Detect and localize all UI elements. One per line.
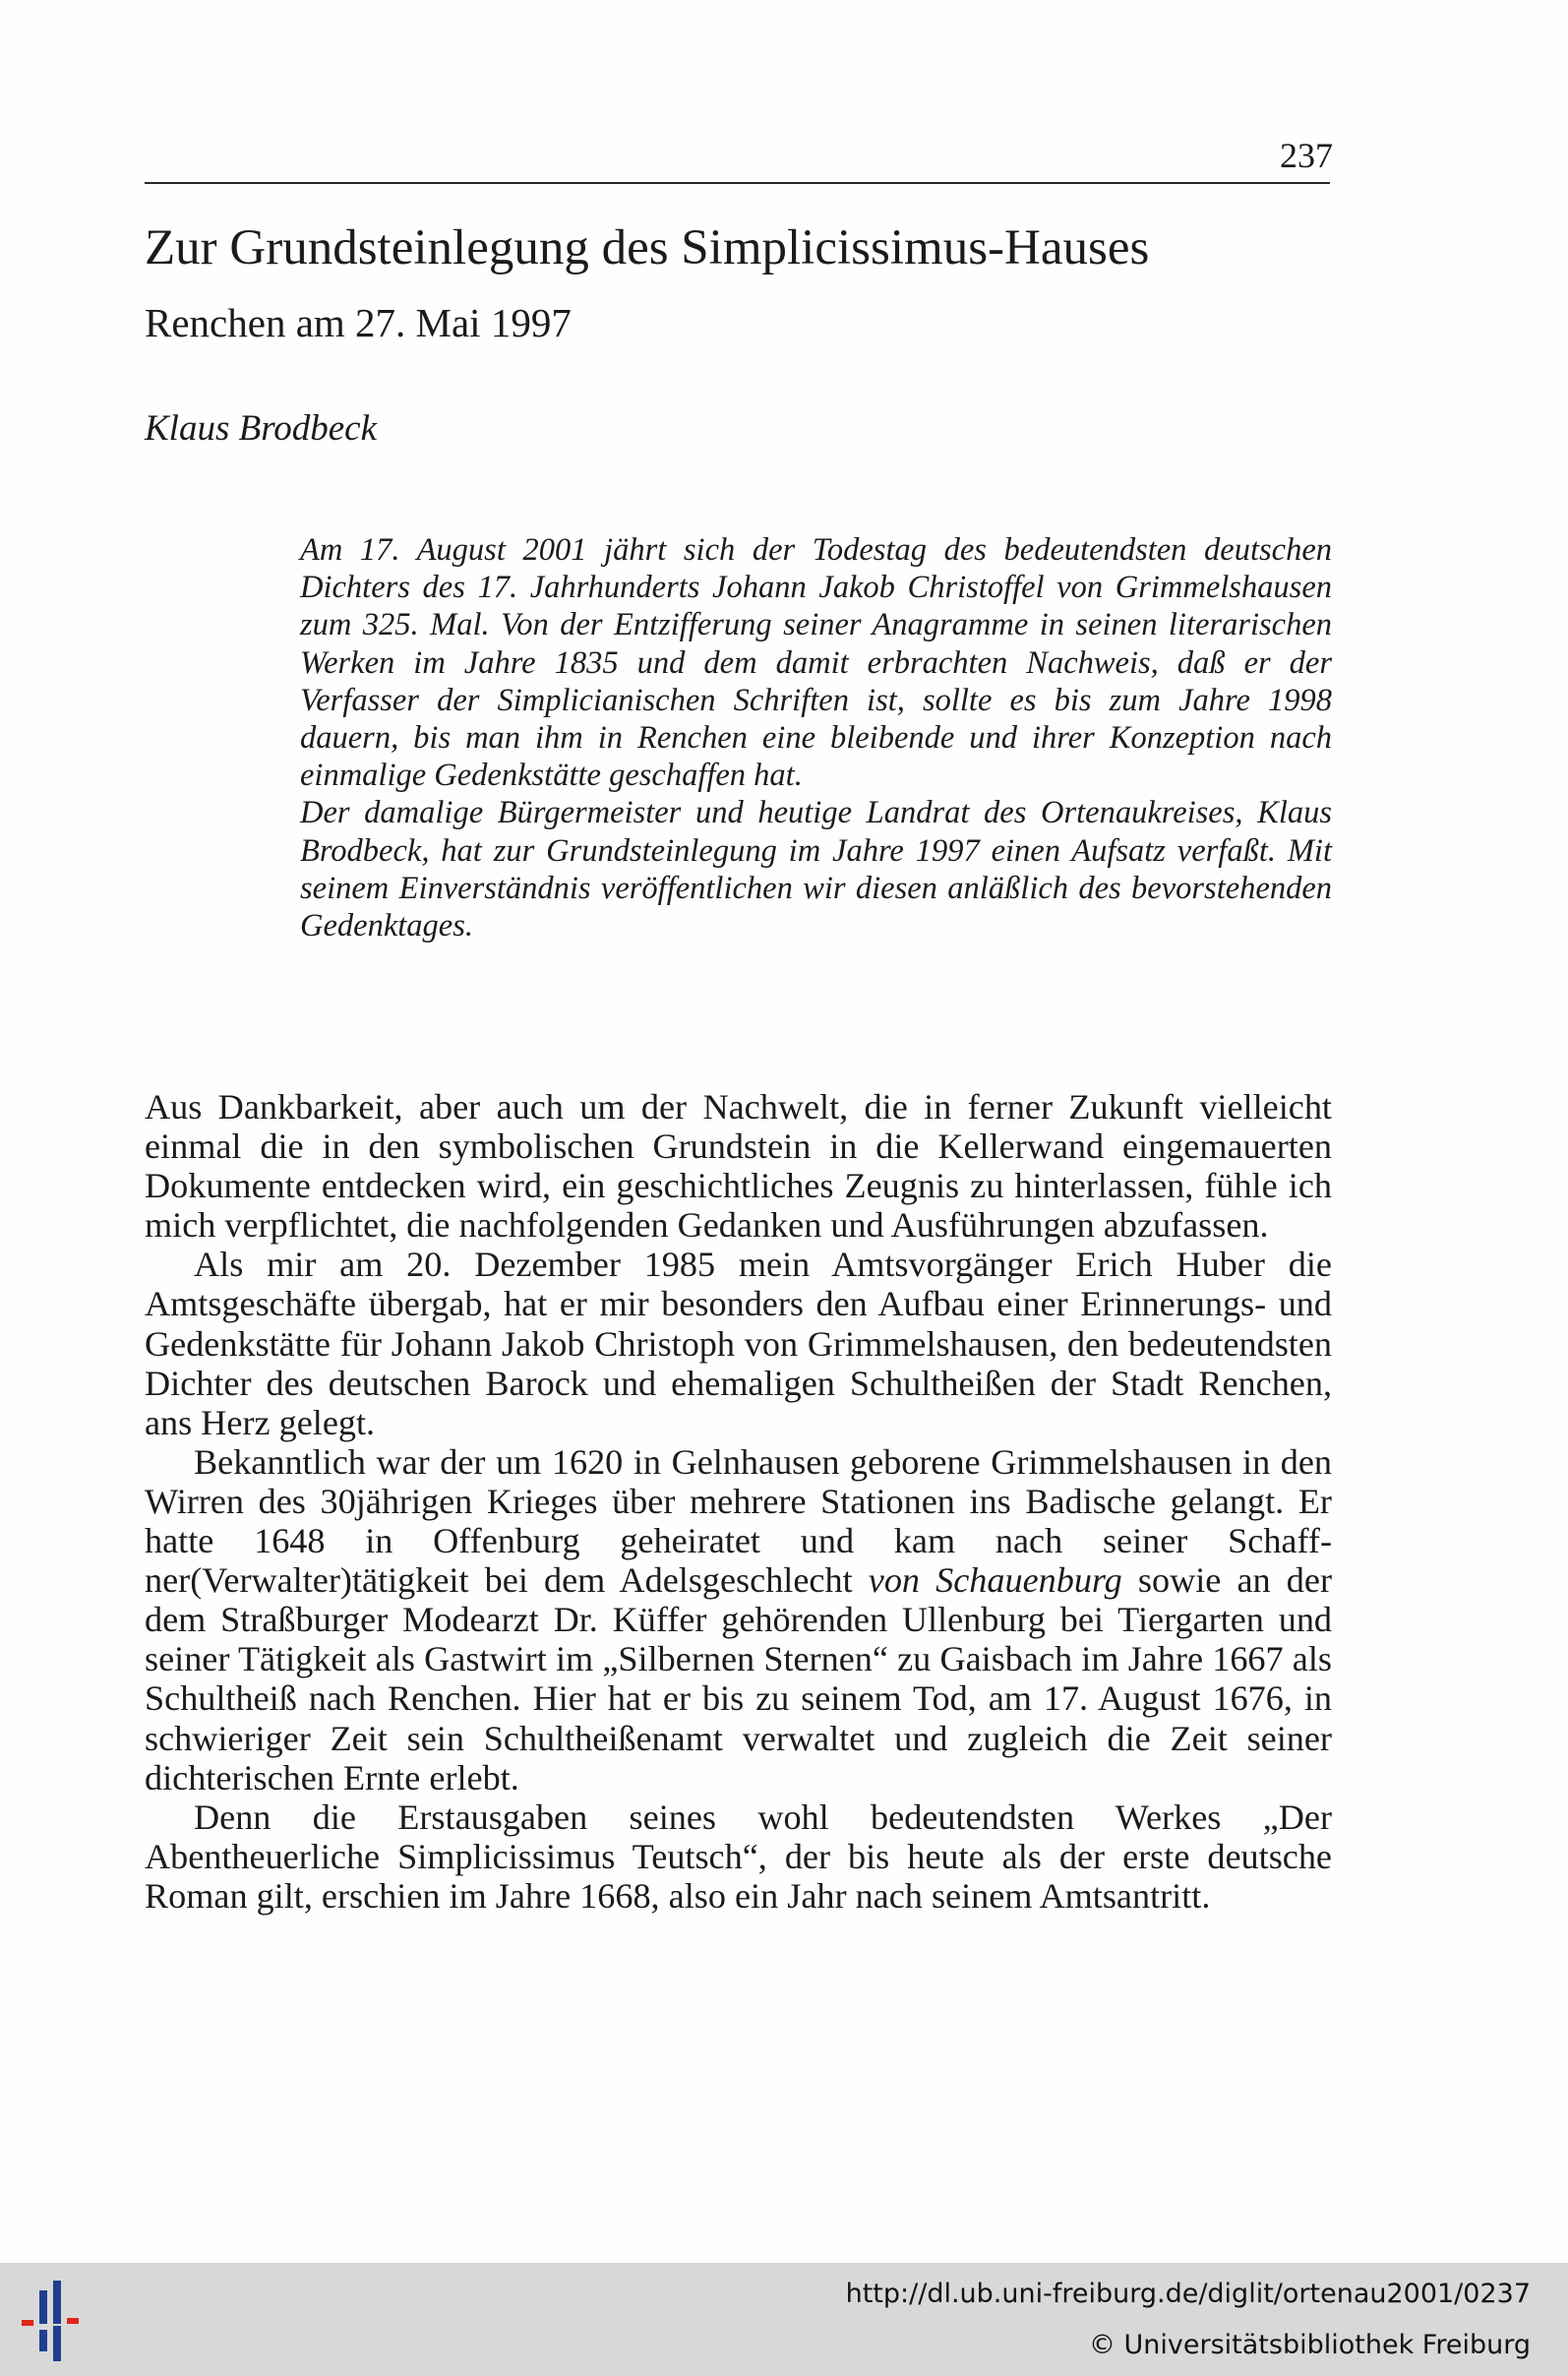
- page-number: 237: [1280, 136, 1333, 175]
- body-text-span: sowie an der dem Straßburger Modearzt Dr. Küffer gehörenden Ullenburg bei Tiergarten und seiner Tätigkeit als Gastwirt im „Silbernen Sternen“ zu Gaisbach im Jahre 1667 als Schultheiß nach Renchen. Hier hat er bis zu seinem Tod, am 17. August 1676, in schwieriger Zeit sein Schultheißenamt verwaltet und zugleich die Zeit seiner dichterischen Ernte erlebt.: [145, 1560, 1332, 1797]
- editorial-abstract: [300, 531, 1332, 944]
- body-paragraph: Als mir am 20. Dezember 1985 mein Amtsvorgänger Erich Huber die Amtsgeschäfte übergab, hat er mir besonders den Aufbau einer Erinnerungs- und Gedenkstätte für Johann Jakob Christoph von Grimmelshausen, den bedeutendsten Dichter des deutschen Barock und ehemaligen Schultheißen der Stadt Renchen, ans Herz gelegt.: [145, 1245, 1332, 1442]
- abstract-paragraph: Der damalige Bürgermeister und heutige Landrat des Ortenaukreises, Klaus Brodbeck, hat zur Grundsteinlegung im Jahre 1997 einen Aufsatz verfaßt. Mit seinem Einverständnis veröffentlichen wir diesen anläßlich des bevorstehenden Gedenktages.: [300, 795, 1332, 944]
- body-paragraph: Denn die Erstausgaben seines wohl bedeutendsten Werkes „Der Abentheuerliche Simplicissimus Teutsch“, der bis heute als der erste deutsche Roman gilt, erschien im Jahre 1668, also ein Jahr nach seinem Amtsantritt.: [145, 1797, 1332, 1916]
- body-paragraph: [145, 1442, 1332, 1797]
- source-url[interactable]: http://dl.ub.uni-freiburg.de/diglit/ortenau2001/0237: [845, 2279, 1531, 2309]
- article-subtitle: Renchen am 27. Mai 1997: [145, 300, 572, 345]
- header-rule: [145, 182, 1330, 184]
- ub-freiburg-logo-icon: [18, 2281, 96, 2361]
- emphasized-name: von Schauenburg: [868, 1560, 1122, 1601]
- abstract-paragraph: Am 17. August 2001 jährt sich der Todestag des bedeutendsten deutschen Dichters des 17. Jahrhunderts Johann Jakob Christoffel von Grimmelshausen zum 325. Mal. Von der Entzifferung seiner Anagramme in seinen literarischen Werken im Jahre 1835 und dem damit erbrachten Nachweis, daß er der Verfasser der Simplicianischen Schriften ist, sollte es bis zum Jahre 1998 dauern, bis man ihm in Renchen eine bleibende und ihrer Konzeption nach einmalige Gedenkstätte geschaffen hat.: [300, 532, 1332, 794]
- body-text-span: Bekanntlich war der um 1620 in Gelnhausen geborene Grimmelshausen in den Wirren des 30jährigen Krieges über mehrere Stationen ins Badische gelangt. Er hatte 1648 in Offenburg geheiratet und kam nach seiner Schaffner(Verwalter)tätigkeit bei dem Adelsgeschlecht: [145, 1441, 1332, 1601]
- article-author: Klaus Brodbeck: [145, 408, 378, 449]
- viewer-footer: [0, 2263, 1568, 2376]
- copyright-notice: © Universitätsbibliothek Freiburg: [1088, 2330, 1531, 2360]
- body-paragraph: Aus Dankbarkeit, aber auch um der Nachwelt, die in ferner Zukunft vielleicht einmal die in den symbolischen Grundstein in die Kellerwand eingemauerten Dokumente entdecken wird, ein geschichtliches Zeugnis zu hinterlassen, fühle ich mich verpflichtet, die nachfolgenden Gedanken und Ausführungen abzufassen.: [145, 1087, 1332, 1246]
- article-body: [145, 1087, 1332, 1916]
- article-title: Zur Grundsteinlegung des Simplicissimus-Hauses: [145, 220, 1150, 275]
